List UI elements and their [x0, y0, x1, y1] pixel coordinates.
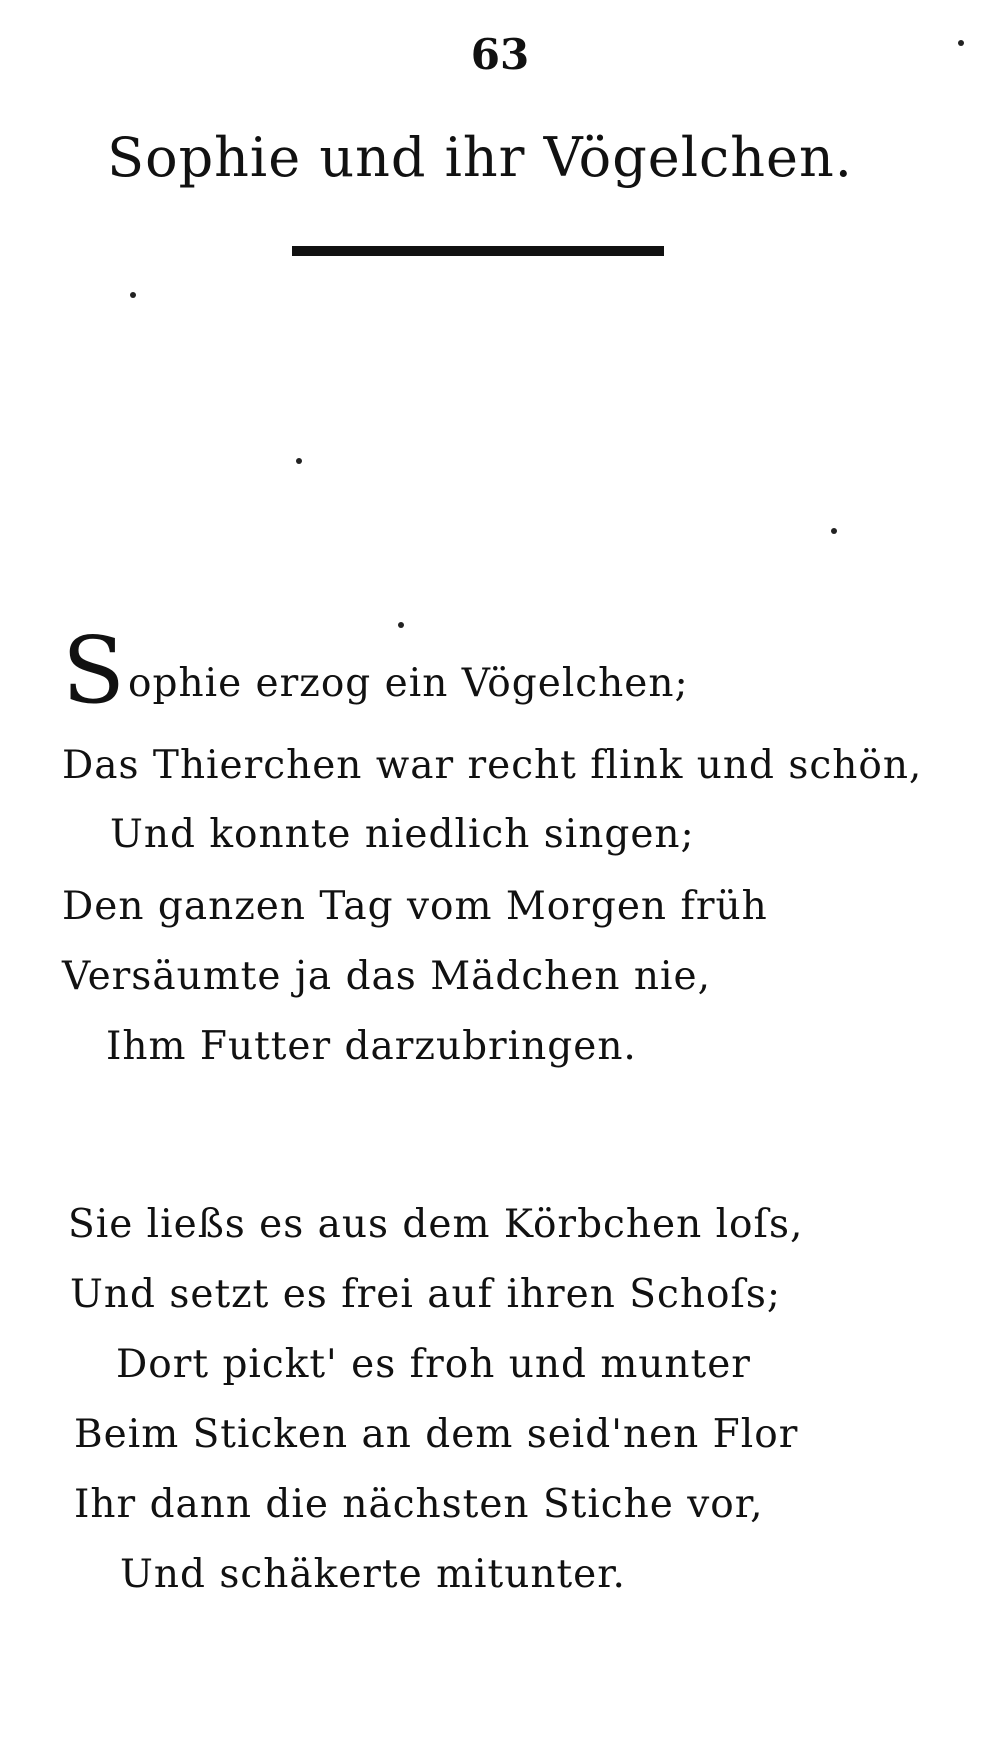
poem-line: Und schäkerte mitunter. [120, 1552, 626, 1597]
drop-cap: S [62, 617, 127, 724]
ink-speck [296, 458, 302, 464]
poem-line: Dort pickt' es froh und munter [116, 1342, 751, 1387]
poem-line: Versäumte ja das Mädchen nie, [62, 954, 711, 999]
poem-line: Das Thierchen war recht flink und schön, [62, 743, 923, 788]
poem-line: Beim Sticken an dem seid'nen Flor [74, 1412, 799, 1457]
poem-line: Den ganzen Tag vom Morgen früh [62, 884, 768, 929]
poem-line: Ihm Futter darzubringen. [106, 1024, 637, 1069]
ink-speck [130, 292, 136, 298]
ink-speck [831, 528, 837, 534]
title-rule [292, 246, 664, 256]
line-text: ophie erzog ein Vögelchen; [128, 661, 689, 706]
page-number: 63 [470, 30, 530, 79]
poem-line [62, 617, 689, 724]
ink-speck [958, 40, 964, 46]
poem-line: Und konnte niedlich singen; [110, 812, 695, 857]
poem-line: Und setzt es frei auf ihren Schoſs; [70, 1272, 782, 1317]
poem-line: Sie ließs es aus dem Körbchen loſs, [68, 1202, 804, 1247]
poem-title: Sophie und ihr Vögelchen. [107, 126, 853, 189]
poem-line: Ihr dann die nächsten Stiche vor, [74, 1482, 764, 1527]
